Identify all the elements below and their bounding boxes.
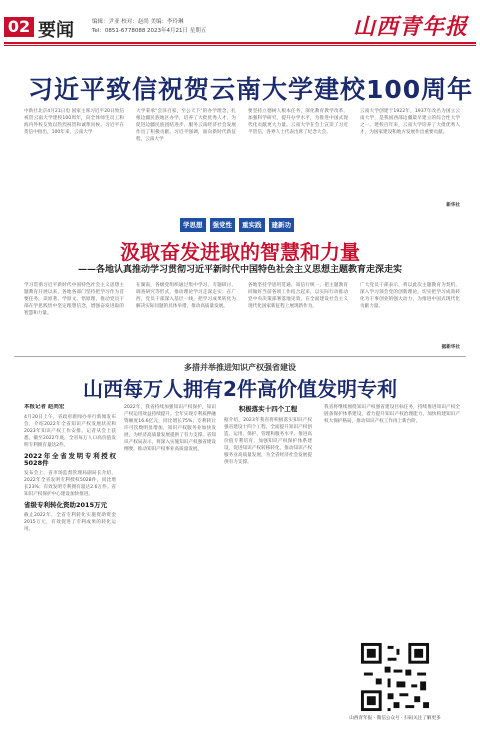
- article3-col3: [224, 404, 312, 742]
- article3-col2: 2022年，我省持续加强知识产权保护，知识产权运用效益持续提升。全年实现专利质押融资额度16.6亿元，同比增长75%；专利转让许可次数明显增加，知识产权服务业加快发展，为经济高质量发展提供了有力支撑。省知识产权局表示，将深入实施知识产权强省建设纲要，推动知识产权事业高质量发展。: [124, 405, 216, 452]
- article2-col4: 广大党员干部表示，将以此次主题教育为契机，深入学习领会党的创新理论，切实把学习成效转化为干事创业的强大动力，为推进中国式现代化贡献力量。: [360, 283, 460, 309]
- article3-box-title: 积极落实十四个工程: [238, 405, 298, 413]
- article2-subheadline: ——各地认真推动学习贯彻习近平新时代中国特色社会主义思想主题教育走深走实: [77, 265, 402, 275]
- slogan-item: 强党性: [210, 218, 236, 232]
- article2-author: 据新华社: [441, 345, 460, 350]
- article3-col1: [24, 404, 116, 742]
- article2-col1: 学习贯彻习近平新时代中国特色社会主义思想主题教育开展以来，各地各部门坚持把学习作为首要任务，读原著、学原文、悟原理，推动党员干部在学思践悟中坚定理想信念，增强奋发进取的智慧和力量。: [24, 283, 124, 316]
- article3-headline: 山西每万人拥有2件高价值发明专利: [83, 377, 397, 401]
- slogan-item: 学思想: [180, 218, 206, 232]
- article3-col1-text: 4月20日上午，省政府新闻办举行新闻发布会，介绍2022年全省知识产权发展状况和2023年知识产权工作安排。记者从会上获悉，截至2022年底，全省每万人口高价值发明专利拥有量达2件。: [24, 415, 116, 448]
- article3-body: [24, 404, 460, 742]
- article3-kicker: 多措并举推进知识产权强省建设: [184, 363, 296, 372]
- article1-col3: 要坚持立德树人根本任务，深化教育教学改革，加强科学研究，提升办学水平，为推进中国式现代化贡献更大力量。云南大学在会上宣读了习近平贺信，各界人士代表出席了纪念大会。: [248, 109, 348, 135]
- qr-code-icon[interactable]: [356, 640, 434, 714]
- article3-subhead-1: 2022年全省发明专利授权5028件: [24, 452, 116, 467]
- article1-col1: 中新社北京4月21日电 国家主席习近平20日致信祝贺云南大学建校100周年，向全体师生员工和海内外校友致以热烈祝贺和诚挚问候。习近平在贺信中指出，100年来，云南大学: [24, 109, 124, 135]
- page-number: 02: [4, 17, 34, 37]
- article2-col3: 各地坚持学思用贯通、知信行统一，把主题教育同做好当前各项工作结合起来，以实际行动推动党中央决策部署落地见效，在全面建设社会主义现代化国家新征程上展现新作为。: [248, 283, 348, 309]
- qr-caption: 山西青年报 · 微信公众号 · 扫码关注了解更多: [349, 716, 441, 721]
- article3-subhead-2: 省级专利转化资助2015万元: [24, 501, 108, 509]
- section-divider: [14, 356, 466, 357]
- header-rule: [4, 42, 476, 44]
- page-header: [0, 0, 480, 48]
- article3-byline: 本报记者 赵尚宏: [24, 404, 65, 410]
- article2-body: [24, 282, 460, 350]
- article3-col1c-text: 截止2022年，全省专利转化实施资助资金2015万元，有效促进了专利成果的转化运用。: [24, 513, 116, 532]
- slogan-item: 重实践: [239, 218, 265, 232]
- article3-col4: 我省将继续围绕知识产权强省建设目标任务，持续推进知识产权全链条保护体系建设，着力提升知识产权治理能力，加快构建知识产权大保护格局，推动知识产权工作再上新台阶。: [324, 405, 460, 424]
- article1-col4: 云南大学创建于1922年，1937年改名为国立云南大学，是我国西部边疆最早建立的综合性大学之一。建校百年来，云南大学培养了大批优秀人才，为国家建设和地方发展作出重要贡献。: [360, 109, 460, 135]
- article3-col1b-text: 发布会上，省市场监督管理局副局长介绍，2022年全省发明专利授权5028件，同比增长23%；有效发明专利拥有量达2.6万件。省知识产权保护中心建设加快推进。: [24, 471, 116, 497]
- slogan-banner: [180, 218, 294, 232]
- header-rule-thin: [4, 45, 476, 46]
- section-title: 要闻: [38, 20, 74, 41]
- slogan-item: 建新功: [269, 218, 295, 232]
- article1-body: [24, 108, 460, 208]
- article2-col2: 在湖南，各级党组织通过集中学习、专题研讨、调查研究等形式，推动理论学习走深走实；在广西，党员干部深入基层一线，把学习成果转化为解决实际问题的具体举措，推动高质量发展。: [136, 283, 236, 309]
- article1-author: 新华社: [446, 203, 460, 208]
- article1-headline: 习近平致信祝贺云南大学建校100周年: [28, 75, 474, 104]
- article2-headline: 汲取奋发进取的智慧和力量: [120, 240, 360, 264]
- article3-col3-text: 据介绍，2023年我省将积极落实知识产权强省建设十四个工程，全面提升知识产权创造、运用、保护、管理和服务水平。推进高价值专利培育，加强知识产权保护体系建设，促进知识产权转移转化，推动知识产权服务业高质量发展，为全省经济社会发展提供有力支撑。: [224, 418, 312, 465]
- header-meta-line2: Tel：0851-6778088 2023年4月21日 星期五: [92, 28, 207, 34]
- article1-col2: 大学秉承"会泽百家，至公天下"的办学理念，扎根边疆民族地区办学，培养了大批优秀人才，为促进边疆民族团结进步、服务云南经济社会发展作出了积极贡献。习近平强调，面向新时代新征程，云南大学: [136, 109, 236, 142]
- header-meta-line1: 编辑：尹亚 校对：赵尚 美编：李玲琳: [92, 19, 184, 25]
- header-meta: [92, 18, 206, 36]
- masthead-logo: 山西青年报: [352, 14, 468, 40]
